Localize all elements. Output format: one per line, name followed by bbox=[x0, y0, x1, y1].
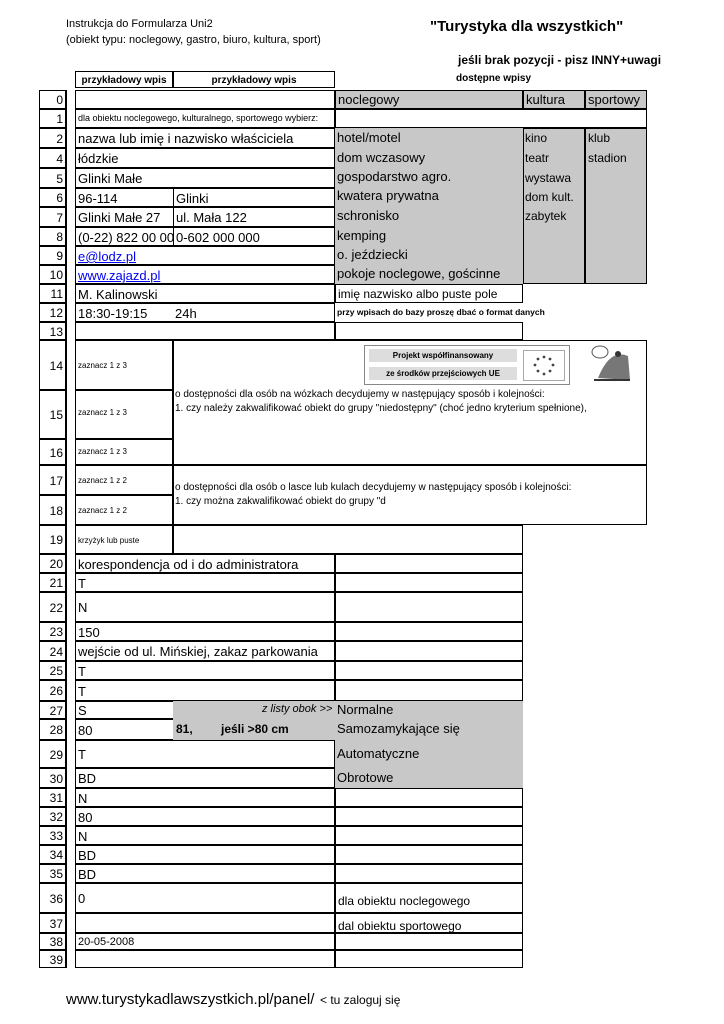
row-18-cell: zaznacz 1 z 2 bbox=[75, 495, 173, 525]
row-12-entry bbox=[75, 303, 335, 322]
row-13-spacer bbox=[335, 322, 523, 340]
lower-row-note bbox=[335, 864, 523, 883]
eu-flag-icon bbox=[523, 350, 565, 381]
row-19-cell: krzyżyk lub puste bbox=[75, 525, 173, 554]
row-17-cell: zaznacz 1 z 2 bbox=[75, 465, 173, 495]
row-number: 15 bbox=[39, 390, 66, 439]
lower-row-note: dal obiektu sportowego bbox=[335, 913, 523, 933]
phone: (0-22) 822 00 00 bbox=[78, 230, 175, 245]
row-number: 0 bbox=[39, 90, 66, 109]
address-1: Glinki Małe 27 bbox=[78, 210, 161, 225]
row-4-entry: łódzkie bbox=[75, 148, 335, 168]
lower-row-note bbox=[335, 807, 523, 826]
eu-project-logo: Projekt współfinansowany ze środków przejściowych UE bbox=[364, 345, 570, 385]
door-normal: Normalne bbox=[337, 702, 394, 717]
row-number: 18 bbox=[39, 495, 66, 525]
row-number: 2 bbox=[39, 128, 66, 148]
row-number: 33 bbox=[39, 826, 66, 845]
row-9-entry bbox=[75, 246, 335, 265]
accessibility-logo-icon bbox=[590, 342, 634, 382]
lower-row-note bbox=[335, 573, 523, 592]
email-link[interactable]: e@lodz.pl bbox=[78, 249, 137, 264]
lower-row-note bbox=[335, 845, 523, 864]
row-0-entry bbox=[75, 90, 335, 109]
row-number: 26 bbox=[39, 680, 66, 701]
lower-row-note bbox=[335, 826, 523, 845]
kulturaList-item: zabytek bbox=[525, 209, 567, 223]
lower-row-entry: T bbox=[75, 740, 335, 768]
sportList-item: stadion bbox=[588, 151, 627, 165]
kulturaList-item: teatr bbox=[525, 151, 550, 165]
example-header-1: przykładowy wpis bbox=[75, 71, 173, 88]
row-number: 30 bbox=[39, 768, 66, 788]
hours-2: 24h bbox=[175, 306, 197, 321]
address-2: ul. Mała 122 bbox=[173, 208, 247, 227]
wheelchair-line1: o dostępności dla osób na wózkach decydujemy w następujący sposób i kolejności: bbox=[175, 389, 545, 400]
lower-row-entry: N bbox=[75, 592, 335, 622]
row-number: 5 bbox=[39, 168, 66, 188]
row-5-entry: Glinki Małe bbox=[75, 168, 335, 188]
noclegList-item: pokoje noclegowe, gościnne bbox=[337, 266, 501, 281]
kulturaList-item: wystawa bbox=[525, 171, 572, 185]
row-number: 37 bbox=[39, 913, 66, 933]
door-self-closing: Samozamykające się bbox=[337, 721, 460, 736]
lower-row-note bbox=[335, 661, 523, 680]
lower-row-entry: N bbox=[75, 826, 335, 845]
category-sport: sportowy bbox=[585, 90, 647, 109]
lower-row-note bbox=[335, 680, 523, 701]
hours-1: 18:30-19:15 bbox=[78, 306, 148, 321]
row-1-instruction: dla obiektu noclegowego, kulturalnego, sportowego wybierz: bbox=[75, 109, 335, 128]
row-number: 13 bbox=[39, 322, 66, 340]
row-number: 1 bbox=[39, 109, 66, 128]
row-10-entry bbox=[75, 265, 335, 284]
door-automatic: Automatyczne bbox=[337, 746, 420, 761]
row-number: 24 bbox=[39, 641, 66, 661]
row-number: 16 bbox=[39, 439, 66, 465]
postal-code: 96-114 bbox=[78, 191, 118, 206]
row-number: 34 bbox=[39, 845, 66, 864]
row-number: 17 bbox=[39, 465, 66, 495]
lower-row-entry: N bbox=[75, 788, 335, 807]
table-left-border bbox=[66, 90, 67, 968]
row-13-entry bbox=[75, 322, 335, 340]
row-number: 9 bbox=[39, 246, 66, 265]
row-16-cell: zaznacz 1 z 3 bbox=[75, 439, 173, 465]
row-number: 10 bbox=[39, 265, 66, 284]
lower-row-entry: T bbox=[75, 661, 335, 680]
subtitle: jeśli brak pozycji - pisz INNY+uwagi bbox=[458, 53, 662, 67]
lower-row-entry: S bbox=[75, 701, 335, 719]
header-line2: (obiekt typu: noclegowy, gastro, biuro, kultura, sport) bbox=[66, 34, 321, 46]
noclegList-item: dom wczasowy bbox=[337, 150, 426, 165]
row-15-cell: zaznacz 1 z 3 bbox=[75, 390, 173, 439]
noclegList-item: kemping bbox=[337, 228, 387, 243]
footer-url[interactable]: www.turystykadlawszystkich.pl/panel/ bbox=[66, 991, 315, 1008]
lower-row-entry: BD bbox=[75, 768, 335, 788]
noclegList-item: kwatera prywatna bbox=[337, 188, 439, 203]
lower-row-note bbox=[335, 933, 523, 950]
row-8-entry bbox=[75, 227, 335, 246]
row-28-b: 81, bbox=[176, 722, 193, 736]
row-number: 38 bbox=[39, 933, 66, 950]
lower-row-note bbox=[335, 592, 523, 622]
row-number: 32 bbox=[39, 807, 66, 826]
row-14-cell: zaznacz 1 z 3 bbox=[75, 340, 173, 390]
lower-row-entry: BD bbox=[75, 864, 335, 883]
lower-row-entry bbox=[75, 950, 335, 968]
row-6-entry bbox=[75, 188, 335, 207]
row-7-entry bbox=[75, 207, 335, 227]
row-27-hint: z listy obok >> bbox=[262, 703, 333, 715]
lower-row-note bbox=[335, 950, 523, 968]
noclegList-item: o. jeździecki bbox=[337, 247, 408, 262]
row-12-note: przy wpisach do bazy proszę dbać o format danych bbox=[337, 307, 545, 317]
row-number: 21 bbox=[39, 573, 66, 592]
wheelchair-line2: 1. czy należy zakwalifikować obiekt do grupy "niedostępny" (choć jedno kryterium spełnione), bbox=[175, 403, 587, 414]
footer-login: < tu zaloguj się bbox=[320, 993, 401, 1007]
lower-row-entry: korespondencja od i do administratora bbox=[75, 554, 335, 573]
lower-row-entry: 80 bbox=[75, 719, 335, 740]
row-number: 31 bbox=[39, 788, 66, 807]
cane-line2: 1. czy można zakwalifikować obiekt do grupy "d bbox=[175, 496, 386, 507]
row-2-entry: nazwa lub imię i nazwisko właściciela bbox=[75, 128, 335, 148]
noclegList-item: schronisko bbox=[337, 208, 400, 223]
row-28-c: jeśli >80 cm bbox=[221, 722, 289, 736]
row-number: 27 bbox=[39, 701, 66, 719]
row-number: 8 bbox=[39, 227, 66, 246]
lower-row-entry: wejście od ul. Mińskiej, zakaz parkowania bbox=[75, 641, 335, 661]
lower-row-note: dla obiektu noclegowego bbox=[335, 883, 523, 913]
mobile: 0-602 000 000 bbox=[173, 228, 260, 246]
row-number: 36 bbox=[39, 883, 66, 913]
row-number: 12 bbox=[39, 303, 66, 322]
noclegList-item: gospodarstwo agro. bbox=[337, 169, 452, 184]
lower-row-note bbox=[335, 641, 523, 661]
row-number: 14 bbox=[39, 340, 66, 390]
kulturaList-item: dom kult. bbox=[525, 190, 574, 204]
row-number: 6 bbox=[39, 188, 66, 207]
header-line1: Instrukcja do Formularza Uni2 bbox=[66, 18, 213, 30]
lower-row-entry: 80 bbox=[75, 807, 335, 826]
row-11-entry: M. Kalinowski bbox=[75, 284, 335, 303]
row-number: 22 bbox=[39, 592, 66, 622]
lower-row-note bbox=[335, 788, 523, 807]
row-number: 7 bbox=[39, 207, 66, 227]
row-number: 39 bbox=[39, 950, 66, 968]
lower-row-entry: 150 bbox=[75, 622, 335, 641]
lower-row-entry: 0 bbox=[75, 883, 335, 913]
cane-line1: o dostępności dla osób o lasce lub kulach decydujemy w następujący sposób i kolejności: bbox=[175, 482, 572, 493]
row-1-spacer bbox=[335, 109, 647, 128]
noclegList-item: hotel/motel bbox=[337, 130, 401, 145]
row-number: 11 bbox=[39, 284, 66, 303]
kulturaList-item: kino bbox=[525, 131, 548, 145]
lower-row-note bbox=[335, 554, 523, 573]
door-revolving: Obrotowe bbox=[337, 770, 394, 785]
lower-row-entry: BD bbox=[75, 845, 335, 864]
row-number: 20 bbox=[39, 554, 66, 573]
category-nocleg: noclegowy bbox=[335, 90, 523, 109]
row-number: 19 bbox=[39, 525, 66, 554]
lower-row-entry: T bbox=[75, 680, 335, 701]
row-number: 4 bbox=[39, 148, 66, 168]
row-number: 35 bbox=[39, 864, 66, 883]
row-19-spacer bbox=[173, 525, 523, 554]
available-header: dostępne wpisy bbox=[456, 73, 532, 84]
page-title: "Turystyka dla wszystkich" bbox=[430, 18, 624, 35]
lower-row-entry: T bbox=[75, 573, 335, 592]
category-kultura: kultura bbox=[523, 90, 585, 109]
lower-row-entry bbox=[75, 913, 335, 933]
row-number: 28 bbox=[39, 719, 66, 740]
row-number: 23 bbox=[39, 622, 66, 641]
example-header-2: przykładowy wpis bbox=[173, 71, 335, 88]
website-link[interactable]: www.zajazd.pl bbox=[78, 268, 161, 283]
city: Glinki bbox=[173, 189, 209, 207]
lower-row-entry: 20-05-2008 bbox=[75, 933, 335, 950]
sportList-item: klub bbox=[588, 131, 611, 145]
row-number: 29 bbox=[39, 740, 66, 768]
cane-info-box bbox=[173, 465, 647, 525]
row-11-note: imię nazwisko albo puste pole bbox=[335, 284, 523, 303]
lower-row-note bbox=[335, 622, 523, 641]
row-number: 25 bbox=[39, 661, 66, 680]
